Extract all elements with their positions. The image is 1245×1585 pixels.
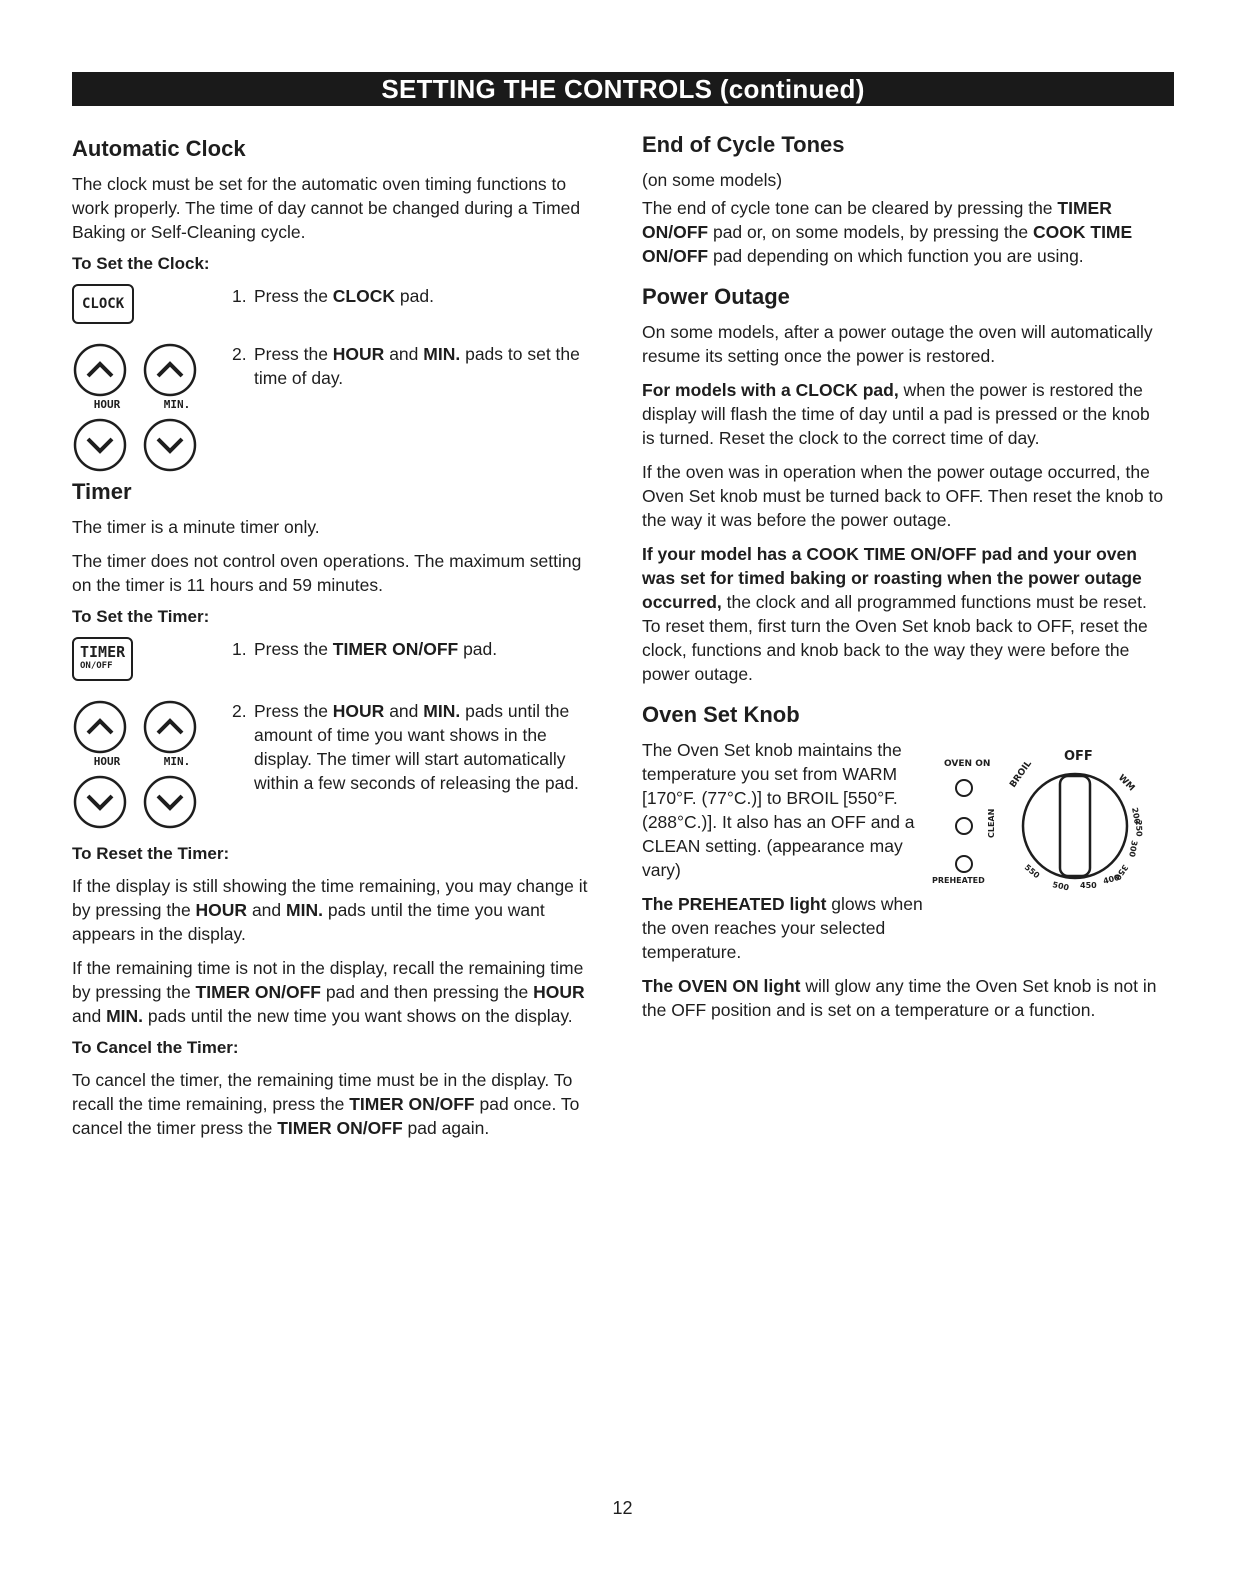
left-column — [72, 120, 592, 1150]
tones-paragraph: The end of cycle tone can be cleared by pressing the TIMER ON/OFF pad or, on some models, by pressing the COOK TIME ON/OFF pad depending on which function you are using. — [642, 198, 1133, 266]
step-number: 1. — [232, 639, 247, 659]
knob-section — [642, 738, 1167, 974]
right-column — [642, 120, 1167, 1032]
knob-dial-icon — [1023, 774, 1127, 878]
timer-pad-icon: TIMER ON/OFF — [72, 637, 133, 681]
step-text: Press the HOUR and MIN. pads to set the time of day. — [254, 344, 580, 388]
step-text: Press the CLOCK pad. — [254, 286, 434, 306]
hour-up-icon — [72, 342, 128, 398]
automatic-clock-heading: Automatic Clock — [72, 136, 246, 161]
step-text: Press the TIMER ON/OFF pad. — [254, 639, 498, 659]
cancel-paragraph: To cancel the timer, the remaining time must be in the display. To recall the time remaining, press the TIMER ON/OFF pad once. To cancel the timer press the TIMER ON/OFF pad again. — [72, 1070, 580, 1138]
clock-pad-icon: CLOCK — [72, 284, 134, 324]
dial-temp-500: 500 — [1051, 880, 1070, 893]
min-up-icon — [142, 699, 198, 755]
hour-up-icon — [72, 699, 128, 755]
warm-label: WM — [1115, 773, 1137, 794]
hour-down-icon — [72, 417, 128, 473]
step-number: 2. — [232, 701, 247, 721]
banner-title: SETTING THE CONTROLS (continued) — [381, 73, 865, 104]
dial-temp-550: 550 — [1022, 862, 1042, 881]
knob-paragraph-2: The PREHEATED light glows when the oven reaches your selected temperature. — [642, 894, 923, 962]
timer-paragraph-2: The timer does not control oven operations. The maximum setting on the timer is 11 hours and 59 minutes. — [72, 551, 582, 595]
hour-min-buttons-icon — [72, 699, 232, 830]
page-number: 12 — [612, 1498, 633, 1518]
step-text: Press the HOUR and MIN. pads until the amount of time you want shows in the display. The timer will start automatically within a few seconds of releasing the pad. — [254, 701, 579, 793]
knob-grip-icon — [1060, 776, 1090, 876]
oven-set-knob-heading: Oven Set Knob — [642, 702, 800, 727]
section-banner — [72, 72, 1174, 106]
automatic-clock-paragraph: The clock must be set for the automatic oven timing functions to work properly. The time of day cannot be changed during a Timed Baking or Self-Cleaning cycle. — [72, 174, 581, 242]
clean-light-icon — [956, 818, 972, 834]
outage-paragraph-4: If your model has a COOK TIME ON/OFF pad and your oven was set for timed baking or roasting when the power outage occurred, the clock and all programmed functions must be reset. To reset them, first turn the Oven Set knob back to OFF, reset the clock, functions and knob back to the way they were before the power outage. — [642, 544, 1148, 684]
hour-label: HOUR — [93, 398, 121, 411]
timer-paragraph-1: The timer is a minute timer only. — [72, 517, 320, 537]
dial-temp-300: 300 — [1127, 839, 1139, 858]
broil-label: BROIL — [1008, 758, 1034, 790]
set-timer-subheading: To Set the Timer: — [72, 607, 210, 626]
dial-temp-450: 450 — [1080, 881, 1097, 890]
min-label: MIN. — [163, 398, 191, 411]
oven-on-light-icon — [956, 780, 972, 796]
reset-paragraph-1: If the display is still showing the time remaining, you may change it by pressing the HOUR and MIN. pads until the time you want appears in the display. — [72, 876, 588, 944]
hour-down-icon — [72, 774, 128, 830]
reset-paragraph-2: If the remaining time is not in the display, recall the remaining time by pressing the TIMER ON/OFF pad and then pressing the HOUR and MIN. pads until the new time you want shows on the display. — [72, 958, 585, 1026]
dial-temp-200: 200 — [1130, 806, 1142, 825]
min-down-icon — [142, 417, 198, 473]
preheated-label: PREHEATED — [932, 876, 985, 885]
hour-min-buttons-icon — [72, 342, 232, 473]
step-number: 1. — [232, 286, 247, 306]
knob-paragraph-1: The Oven Set knob maintains the temperature you set from WARM [170°F. (77°C.)] to BROIL [550°F. (288°C.)]. It also has an OFF and a CLEAN setting. (appearance may vary) — [642, 740, 915, 880]
end-of-cycle-heading: End of Cycle Tones — [642, 132, 845, 157]
timer-step-1 — [72, 637, 592, 681]
dial-temp-350: 350 — [1112, 862, 1130, 882]
preheated-light-icon — [956, 856, 972, 872]
outage-paragraph-3: If the oven was in operation when the power outage occurred, the Oven Set knob must be turned back to OFF. Then reset the knob to the way it was before the power outage. — [642, 462, 1164, 530]
reset-timer-subheading: To Reset the Timer: — [72, 844, 230, 863]
min-down-icon — [142, 774, 198, 830]
outage-paragraph-2: For models with a CLOCK pad, when the power is restored the display will flash the time of day until a pad is pressed or the knob is turned. Reset the clock to the correct time of day. — [642, 380, 1150, 448]
timer-heading: Timer — [72, 479, 132, 504]
cancel-timer-subheading: To Cancel the Timer: — [72, 1038, 239, 1057]
clock-step-1 — [72, 284, 592, 324]
dial-temp-400: 400 — [1102, 872, 1121, 886]
dial-temp-250: 250 — [1134, 819, 1144, 837]
min-up-icon — [142, 342, 198, 398]
off-label: OFF — [1064, 749, 1093, 764]
oven-knob-diagram — [932, 738, 1167, 898]
oven-on-label: OVEN ON — [944, 759, 991, 769]
min-label: MIN. — [163, 755, 191, 768]
clock-step-2 — [72, 342, 592, 473]
tones-subtitle: (on some models) — [642, 170, 783, 190]
step-number: 2. — [232, 344, 247, 364]
hour-label: HOUR — [93, 755, 121, 768]
timer-step-2 — [72, 699, 592, 830]
power-outage-heading: Power Outage — [642, 284, 790, 309]
clean-label: CLEAN — [987, 808, 996, 838]
set-clock-subheading: To Set the Clock: — [72, 254, 210, 273]
outage-paragraph-1: On some models, after a power outage the oven will automatically resume its setting once the power is restored. — [642, 322, 1153, 366]
knob-paragraph-3: The OVEN ON light will glow any time the Oven Set knob is not in the OFF position and is set on a temperature or a function. — [642, 976, 1157, 1020]
